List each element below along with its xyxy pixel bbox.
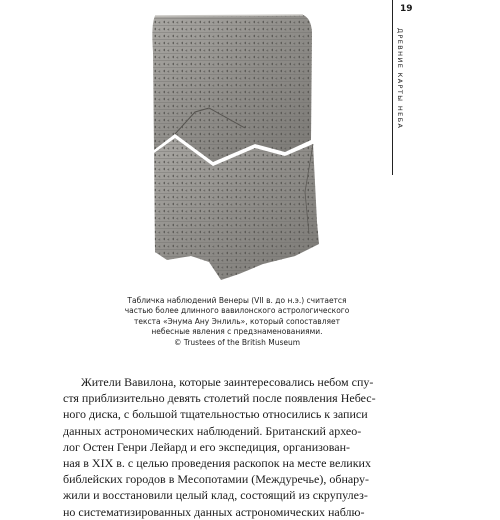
caption-credit: © Trustees of the British Museum (173, 337, 301, 347)
tablet-image (135, 12, 325, 288)
body-paragraph (63, 374, 377, 520)
body-line: данных астрономических наблюдений. Британский архео- (63, 423, 362, 438)
running-title: ДРЕВНИЕ КАРТЫ НЕБА (396, 28, 404, 130)
caption-line: текста «Энума Ану Энлиль», который сопоставляет (133, 316, 341, 326)
body-line: лог Остен Генри Лейард и его экспедиция, организован- (63, 439, 351, 454)
body-line: ного диска, с большой тщательностью относились к записи (63, 407, 368, 422)
header-divider (392, 0, 393, 175)
body-line: Жители Вавилона, которые заинтересовались небом спу- (81, 375, 374, 389)
body-line: библейских городов в Месопотамии (Междуречье), обнару- (63, 472, 370, 487)
body-line: ная в XIX в. с целью проведения раскопок на месте великих (63, 456, 371, 471)
cuneiform-tablet-icon (135, 12, 325, 288)
body-line: стя приблизительно девять столетий после появления Небес- (63, 391, 376, 406)
caption-line: Табличка наблюдений Венеры (VII в. до н.э.) считается (127, 296, 347, 305)
body-line: но систематизированных данных астрономических наблю- (63, 504, 365, 519)
page-number: 19 (400, 4, 413, 14)
figure-caption (92, 296, 382, 348)
caption-line: частью более длинного вавилонского астрологического (124, 306, 350, 316)
caption-line: небесные явления с предзнаменованиями. (151, 327, 323, 337)
body-line: жили и восстановили целый клад, состоящий из скрупулез- (63, 488, 368, 503)
